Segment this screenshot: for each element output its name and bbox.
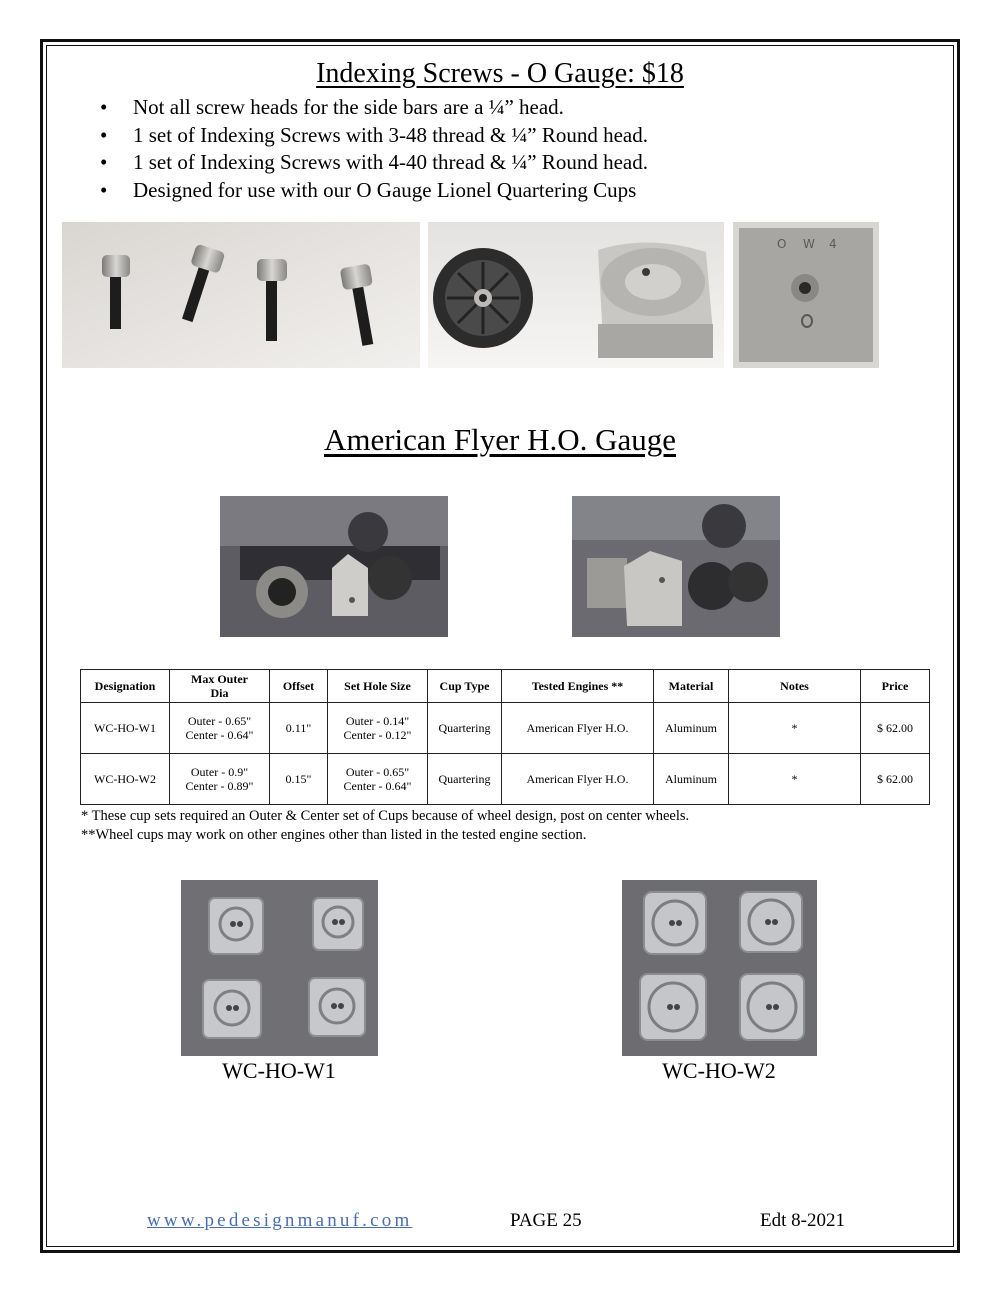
- col-header-max-outer-dia-line2: Dia: [210, 686, 229, 700]
- edition-label: Edt 8-2021: [760, 1210, 845, 1231]
- bullet-item: • 1 set of Indexing Screws with 3-48 thread & ¼” Round head.: [100, 122, 648, 150]
- cell-price: $ 62.00: [861, 703, 930, 754]
- cell-set-hole-size: [328, 703, 428, 754]
- cell-max-outer-line1: Outer - 0.65": [187, 714, 252, 728]
- website-link[interactable]: www.pedesignmanuf.com: [147, 1210, 413, 1231]
- wc-ho-w1-cups-photo: [181, 880, 378, 1056]
- caption-wc-ho-w2: WC-HO-W2: [662, 1058, 776, 1083]
- col-header-notes: Notes: [729, 670, 861, 703]
- cell-material: Aluminum: [654, 754, 729, 805]
- spec-table: [80, 669, 930, 805]
- cell-cup-type: Quartering: [428, 754, 502, 805]
- cell-notes: *: [729, 754, 861, 805]
- indexing-screws-title: Indexing Screws - O Gauge: $18: [316, 58, 684, 89]
- cell-max-outer-line2: Center - 0.64": [185, 728, 254, 742]
- svg-text:W: W: [803, 237, 815, 251]
- wc-ho-w2-cups-photo: [622, 880, 817, 1056]
- svg-text:O: O: [777, 237, 787, 251]
- bullet-item: • Designed for use with our O Gauge Lionel Quartering Cups: [100, 177, 648, 205]
- cell-tested-engines: American Flyer H.O.: [502, 703, 654, 754]
- table-header-row: [81, 670, 930, 703]
- cell-max-outer-line1: Outer - 0.9": [190, 765, 249, 779]
- locomotive-cup-photo-1: [220, 496, 448, 637]
- col-header-price: Price: [861, 670, 930, 703]
- page-number: PAGE 25: [510, 1210, 582, 1231]
- cell-set-hole-line2: Center - 0.64": [343, 779, 412, 793]
- locomotive-cup-photo-2: [572, 496, 780, 637]
- table-row: [81, 754, 930, 805]
- col-header-max-outer-dia-line1: Max Outer: [191, 672, 248, 686]
- cell-designation: WC-HO-W1: [81, 703, 170, 754]
- cell-material: Aluminum: [654, 703, 729, 754]
- cell-set-hole-line1: Outer - 0.65": [345, 765, 410, 779]
- cup-top-view-photo: [733, 222, 879, 368]
- wheel-and-cup-photo: [428, 222, 724, 368]
- cell-notes: *: [729, 703, 861, 754]
- col-header-offset: Offset: [270, 670, 328, 703]
- caption-wc-ho-w1: WC-HO-W1: [222, 1058, 336, 1083]
- cell-price: $ 62.00: [861, 754, 930, 805]
- cell-designation: WC-HO-W2: [81, 754, 170, 805]
- cell-offset: 0.11": [270, 703, 328, 754]
- svg-text:4: 4: [829, 237, 837, 251]
- table-row: [81, 703, 930, 754]
- cell-max-outer-dia: [170, 754, 270, 805]
- american-flyer-title: American Flyer H.O. Gauge: [323, 422, 677, 457]
- col-header-max-outer-dia: [170, 670, 270, 703]
- cell-set-hole-line2: Center - 0.12": [343, 728, 412, 742]
- col-header-designation: Designation: [81, 670, 170, 703]
- cell-set-hole-line1: Outer - 0.14": [345, 714, 410, 728]
- footnote-tested-engines: **Wheel cups may work on other engines other than listed in the tested engine section.: [81, 827, 587, 843]
- col-header-cup-type: Cup Type: [428, 670, 502, 703]
- cell-tested-engines: American Flyer H.O.: [502, 754, 654, 805]
- table-footnotes: [81, 807, 689, 845]
- indexing-screws-photo: [62, 222, 420, 368]
- cell-cup-type: Quartering: [428, 703, 502, 754]
- cell-max-outer-line2: Center - 0.89": [185, 779, 254, 793]
- col-header-tested-engines: Tested Engines **: [502, 670, 654, 703]
- bullet-item: • 1 set of Indexing Screws with 4-40 thread & ¼” Round head.: [100, 149, 648, 177]
- cell-max-outer-dia: [170, 703, 270, 754]
- col-header-set-hole-size: Set Hole Size: [328, 670, 428, 703]
- footnote-outer-center: * These cup sets required an Outer & Center set of Cups because of wheel design, post on center wheels.: [81, 808, 690, 824]
- cell-offset: 0.15": [270, 754, 328, 805]
- cell-set-hole-size: [328, 754, 428, 805]
- bullet-item: • Not all screw heads for the side bars are a ¼” head.: [100, 94, 648, 122]
- indexing-screws-bullet-list: [100, 94, 648, 204]
- col-header-material: Material: [654, 670, 729, 703]
